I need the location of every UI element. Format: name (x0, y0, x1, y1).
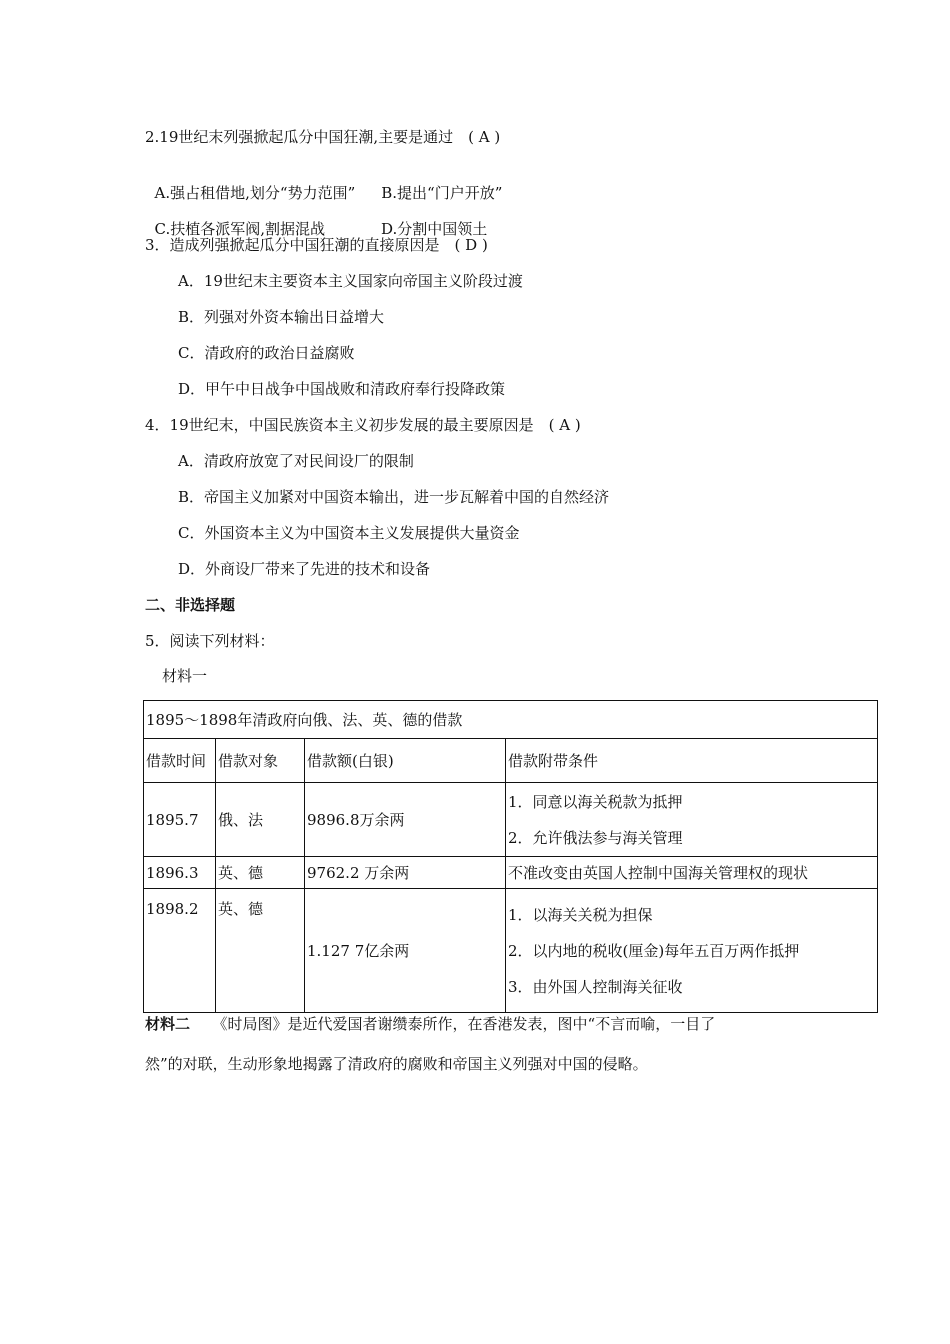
condition-item: 1．同意以海关税款为抵押 (508, 792, 683, 811)
table-row (144, 783, 878, 857)
cell-amount: 9896.8万余两 (305, 783, 506, 857)
loan-table (143, 700, 878, 1013)
q5-stem: 5．阅读下列材料： (145, 632, 275, 650)
condition-item: 2．以内地的税收(厘金)每年五百万两作抵押 (508, 941, 800, 960)
q3-option-d: D．甲午中日战争中国战败和清政府奉行投降政策 (178, 380, 506, 398)
cell-conditions (506, 783, 878, 857)
q4-option-c: C．外国资本主义为中国资本主义发展提供大量资金 (178, 524, 520, 542)
cell-time: 1895.7 (144, 783, 216, 857)
q4-option-d: D．外商设厂带来了先进的技术和设备 (178, 560, 431, 578)
section-title: 二、非选择题 (145, 596, 236, 614)
header-conditions: 借款附带条件 (506, 739, 878, 783)
header-time: 借款时间 (144, 739, 216, 783)
q3-option-b: B．列强对外资本输出日益增大 (178, 308, 385, 326)
cell-amount: 9762.2 万余两 (305, 857, 506, 889)
cell-amount: 1.127 7亿余两 (305, 889, 506, 1013)
q4-option-a: A．清政府放宽了对民间设厂的限制 (178, 452, 414, 470)
q2-option-c: C.扶植各派军阀,割据混战 (154, 220, 326, 238)
q2-options-row2 (145, 199, 487, 239)
q2-option-d: D.分割中国领土 (381, 220, 488, 238)
header-party: 借款对象 (216, 739, 305, 783)
cell-conditions (506, 889, 878, 1013)
q2-option-b: B.提出“门户开放” (381, 184, 503, 202)
cell-party: 英、德 (216, 857, 305, 889)
table-title-row (144, 701, 878, 739)
material2-label: 材料二 (145, 1015, 191, 1033)
material2-line1 (145, 1014, 845, 1034)
q4-stem: 4．19世纪末，中国民族资本主义初步发展的最主要原因是 ( A ) (145, 416, 581, 434)
material2-text-1: 《时局图》是近代爱国者谢缵泰所作，在香港发表，图中“不言而喻，一目了 (220, 1015, 716, 1033)
q2-stem: 2.19世纪末列强掀起瓜分中国狂潮,主要是通过 ( A ) (145, 128, 501, 146)
header-amount: 借款额(白银) (305, 739, 506, 783)
material2-line2: 然”的对联，生动形象地揭露了清政府的腐败和帝国主义列强对中国的侵略。 (145, 1055, 648, 1073)
cell-time: 1898.2 (144, 889, 216, 1013)
condition-item: 2．允许俄法参与海关管理 (508, 828, 683, 847)
cell-party: 英、德 (216, 889, 305, 1013)
q4-option-b: B．帝国主义加紧对中国资本输出，进一步瓦解着中国的自然经济 (178, 488, 610, 506)
table-header-row (144, 739, 878, 783)
q2-options-row1 (145, 163, 502, 203)
cell-time: 1896.3 (144, 857, 216, 889)
cell-party: 俄、法 (216, 783, 305, 857)
cell-conditions: 不准改变由英国人控制中国海关管理权的现状 (506, 857, 878, 889)
q3-option-a: A．19世纪末主要资本主义国家向帝国主义阶段过渡 (178, 272, 523, 290)
q3-option-c: C．清政府的政治日益腐败 (178, 344, 355, 362)
condition-item: 3．由外国人控制海关征收 (508, 977, 683, 996)
condition-item: 1．以海关关税为担保 (508, 905, 653, 924)
table-row (144, 889, 878, 1013)
table-row (144, 857, 878, 889)
q2-option-a: A.强占租借地,划分“势力范围” (154, 184, 356, 202)
material1-label: 材料一 (162, 667, 208, 685)
q3-stem: 3．造成列强掀起瓜分中国狂潮的直接原因是 ( D ) (145, 236, 488, 254)
table-title: 1895～1898年清政府向俄、法、英、德的借款 (144, 701, 878, 739)
